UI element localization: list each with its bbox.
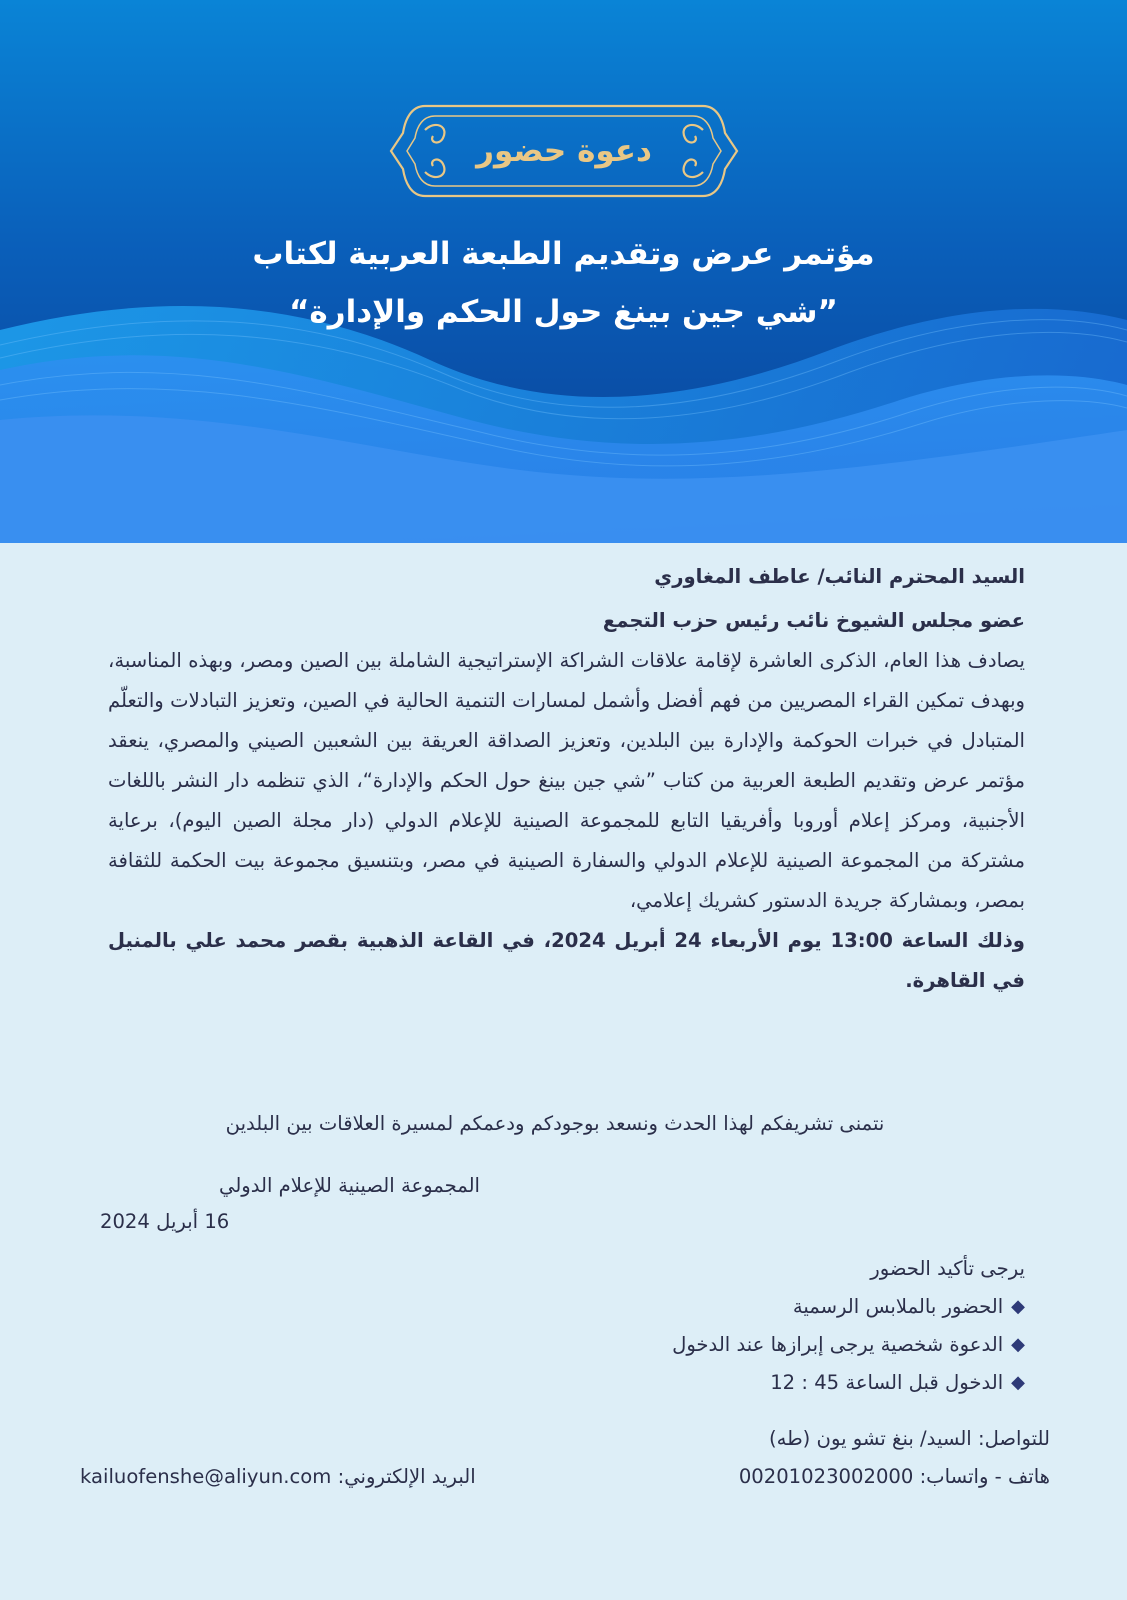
- notes-list: [480, 1288, 1025, 1402]
- addressee-name: السيد المحترم النائب/ عاطف المغاوري: [654, 565, 1025, 588]
- header-banner: [0, 0, 1127, 543]
- title-line-1: مؤتمر عرض وتقديم الطبعة العربية لكتاب: [252, 236, 875, 272]
- badge-title: دعوة حضور: [476, 133, 652, 169]
- email-info: البريد الإلكتروني: kailuofenshe@aliyun.com: [80, 1465, 476, 1488]
- phone-number[interactable]: 00201023002000: [738, 1465, 914, 1488]
- contact-block: [80, 1420, 1050, 1496]
- diamond-bullet-icon: ◆: [1011, 1372, 1025, 1393]
- signature-block: [100, 1168, 480, 1240]
- attendance-notes: [480, 1250, 1025, 1402]
- signature-date: 16 أبريل 2024: [100, 1210, 230, 1233]
- list-item: ◆ الدعوة شخصية يرجى إبرازها عند الدخول: [480, 1326, 1025, 1364]
- event-details: وذلك الساعة 13:00 يوم الأربعاء 24 أبريل 2024، في القاعة الذهبية بقصر محمد علي بالمنيل في القاهرة.: [108, 929, 1025, 992]
- notes-heading: يرجى تأكيد الحضور: [870, 1257, 1025, 1280]
- phone-info: هاتف - واتساب: 00201023002000: [738, 1465, 1050, 1488]
- email-address[interactable]: kailuofenshe@aliyun.com: [80, 1465, 332, 1488]
- diamond-bullet-icon: ◆: [1011, 1334, 1025, 1355]
- contact-person: للتواصل: السيد/ بنغ تشو يون (طه): [768, 1427, 1050, 1450]
- contact-row: [80, 1458, 1050, 1496]
- main-paragraph: يصادف هذا العام، الذكرى العاشرة لإقامة علاقات الشراكة الإستراتيجية الشاملة بين الصين ومصر، وبهذه المناسبة، وبهدف تمكين القراء المصريين من فهم أفضل وأشمل لمسارات التنمية الحالية في الصين، وتعزيز التبادلات والتعلّم المتبادل في خبرات الحوكمة والإدارة بين البلدين، وتعزيز الصداقة العريقة بين الشعبين الصيني والمصري، ينعقد مؤتمر عرض وتقديم الطبعة العربية من كتاب ”شي جين بينغ حول الحكم والإدارة“، الذي تنظمه دار النشر باللغات الأجنبية، ومركز إعلام أوروبا وأفريقيا التابع للمجموعة الصينية للإعلام الدولي (دار مجلة الصين اليوم)، برعاية مشتركة من المجموعة الصينية للإعلام الدولي والسفارة الصينية في مصر، وبتنسيق مجموعة بيت الحكمة للثقافة بمصر، وبمشاركة جريدة الدستور كشريك إعلامي،: [108, 649, 1025, 912]
- diamond-bullet-icon: ◆: [1011, 1296, 1025, 1317]
- page-title: [100, 225, 1027, 341]
- signature-organization: المجموعة الصينية للإعلام الدولي: [218, 1174, 480, 1197]
- addressee-title: عضو مجلس الشيوخ نائب رئيس حزب التجمع: [602, 609, 1025, 632]
- list-item: ◆ الدخول قبل الساعة 45 : 12: [480, 1364, 1025, 1402]
- title-line-2: ”شي جين بينغ حول الحكم والإدارة“: [289, 294, 838, 330]
- list-item: ◆ الحضور بالملابس الرسمية: [480, 1288, 1025, 1326]
- invitation-body: [108, 557, 1025, 1001]
- closing-line: نتمنى تشريفكم لهذا الحدث ونسعد بوجودكم ودعمكم لمسيرة العلاقات بين البلدين: [225, 1112, 885, 1135]
